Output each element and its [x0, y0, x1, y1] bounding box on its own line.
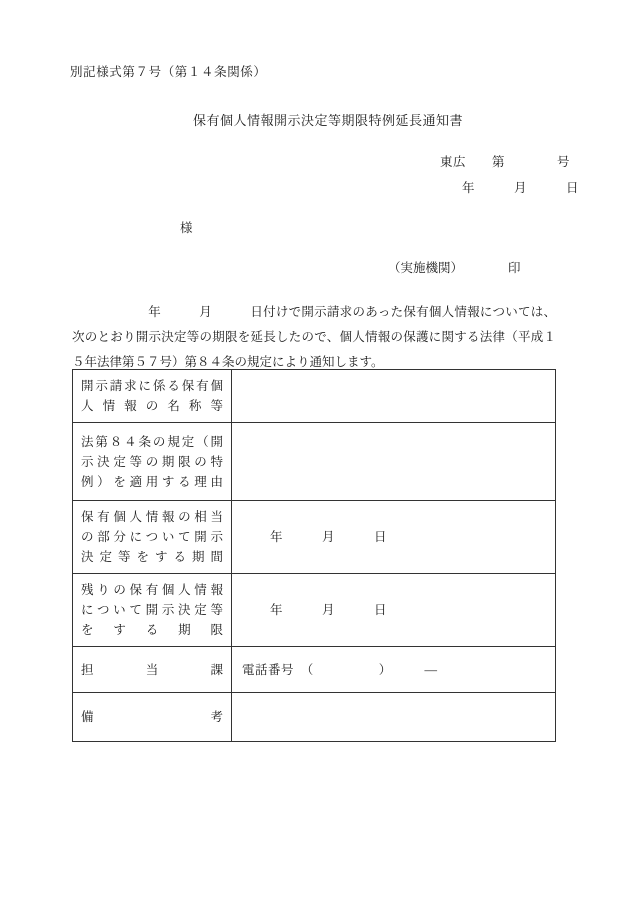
label-line: をする期限: [81, 623, 223, 637]
label-line: の部分について開示: [81, 530, 223, 544]
table-row: [73, 647, 556, 693]
row-label-remaining-decision-deadline: [73, 574, 232, 647]
label-line: 開示請求に係る保有個: [81, 379, 223, 393]
seal-mark: 印: [508, 261, 521, 275]
row-value-disclosure-request-name[interactable]: [232, 370, 556, 423]
label-line: 人情報の名称等: [81, 399, 223, 413]
row-label-department-in-charge: [73, 647, 232, 693]
page-title: 保有個人情報開示決定等期限特例延長通知書: [192, 113, 463, 128]
document-date-field: 年 月 日: [462, 181, 580, 195]
label-line: 法第８４条の規定（開: [81, 434, 223, 449]
row-value-remarks[interactable]: [232, 693, 556, 742]
label-line: 示決定等の期限の特: [81, 454, 223, 469]
table-row: [73, 370, 556, 423]
row-value-reason-for-extension[interactable]: [232, 423, 556, 501]
table-row: [73, 423, 556, 501]
document-number-field: 東広 第 号: [440, 155, 571, 169]
label-line: 保有個人情報の相当: [81, 510, 223, 524]
telephone-placeholder: 電話番号 （ ） ―: [242, 662, 438, 677]
notification-details-table: [72, 369, 556, 742]
table-row: [73, 501, 556, 574]
row-value-partial-decision-period[interactable]: [232, 501, 556, 574]
label-line: 残りの保有個人情報: [81, 583, 223, 597]
row-value-department-in-charge[interactable]: [232, 647, 556, 693]
date-placeholder: 年 月 日: [270, 603, 388, 617]
table-row: [73, 693, 556, 742]
label-line: 例）を適用する理由: [81, 474, 223, 489]
date-placeholder: 年 月 日: [270, 530, 388, 544]
body-paragraph-text: 年 月 日付けで開示請求のあった保有個人情報については、次のとおり開示決定等の期限を延長したので、個人情報の保護に関する法律（平成１５年法律第５７号）第８４条の規定により通知します。: [72, 305, 556, 369]
body-paragraph: [72, 300, 556, 375]
label-line: 決定等をする期間: [81, 550, 223, 564]
label-line: 備考: [81, 710, 223, 724]
issuing-authority-field: （実施機関）: [388, 261, 464, 275]
row-label-remarks: [73, 693, 232, 742]
form-number: 別記様式第７号（第１４条関係）: [70, 65, 267, 79]
label-line: について開示決定等: [81, 603, 223, 617]
row-value-remaining-decision-deadline[interactable]: [232, 574, 556, 647]
row-label-partial-decision-period: [73, 501, 232, 574]
row-label-disclosure-request-name: [73, 370, 232, 423]
row-label-reason-for-extension: [73, 423, 232, 501]
addressee-field: 様: [180, 221, 193, 235]
label-line: 担当課: [81, 662, 223, 677]
table-row: [73, 574, 556, 647]
